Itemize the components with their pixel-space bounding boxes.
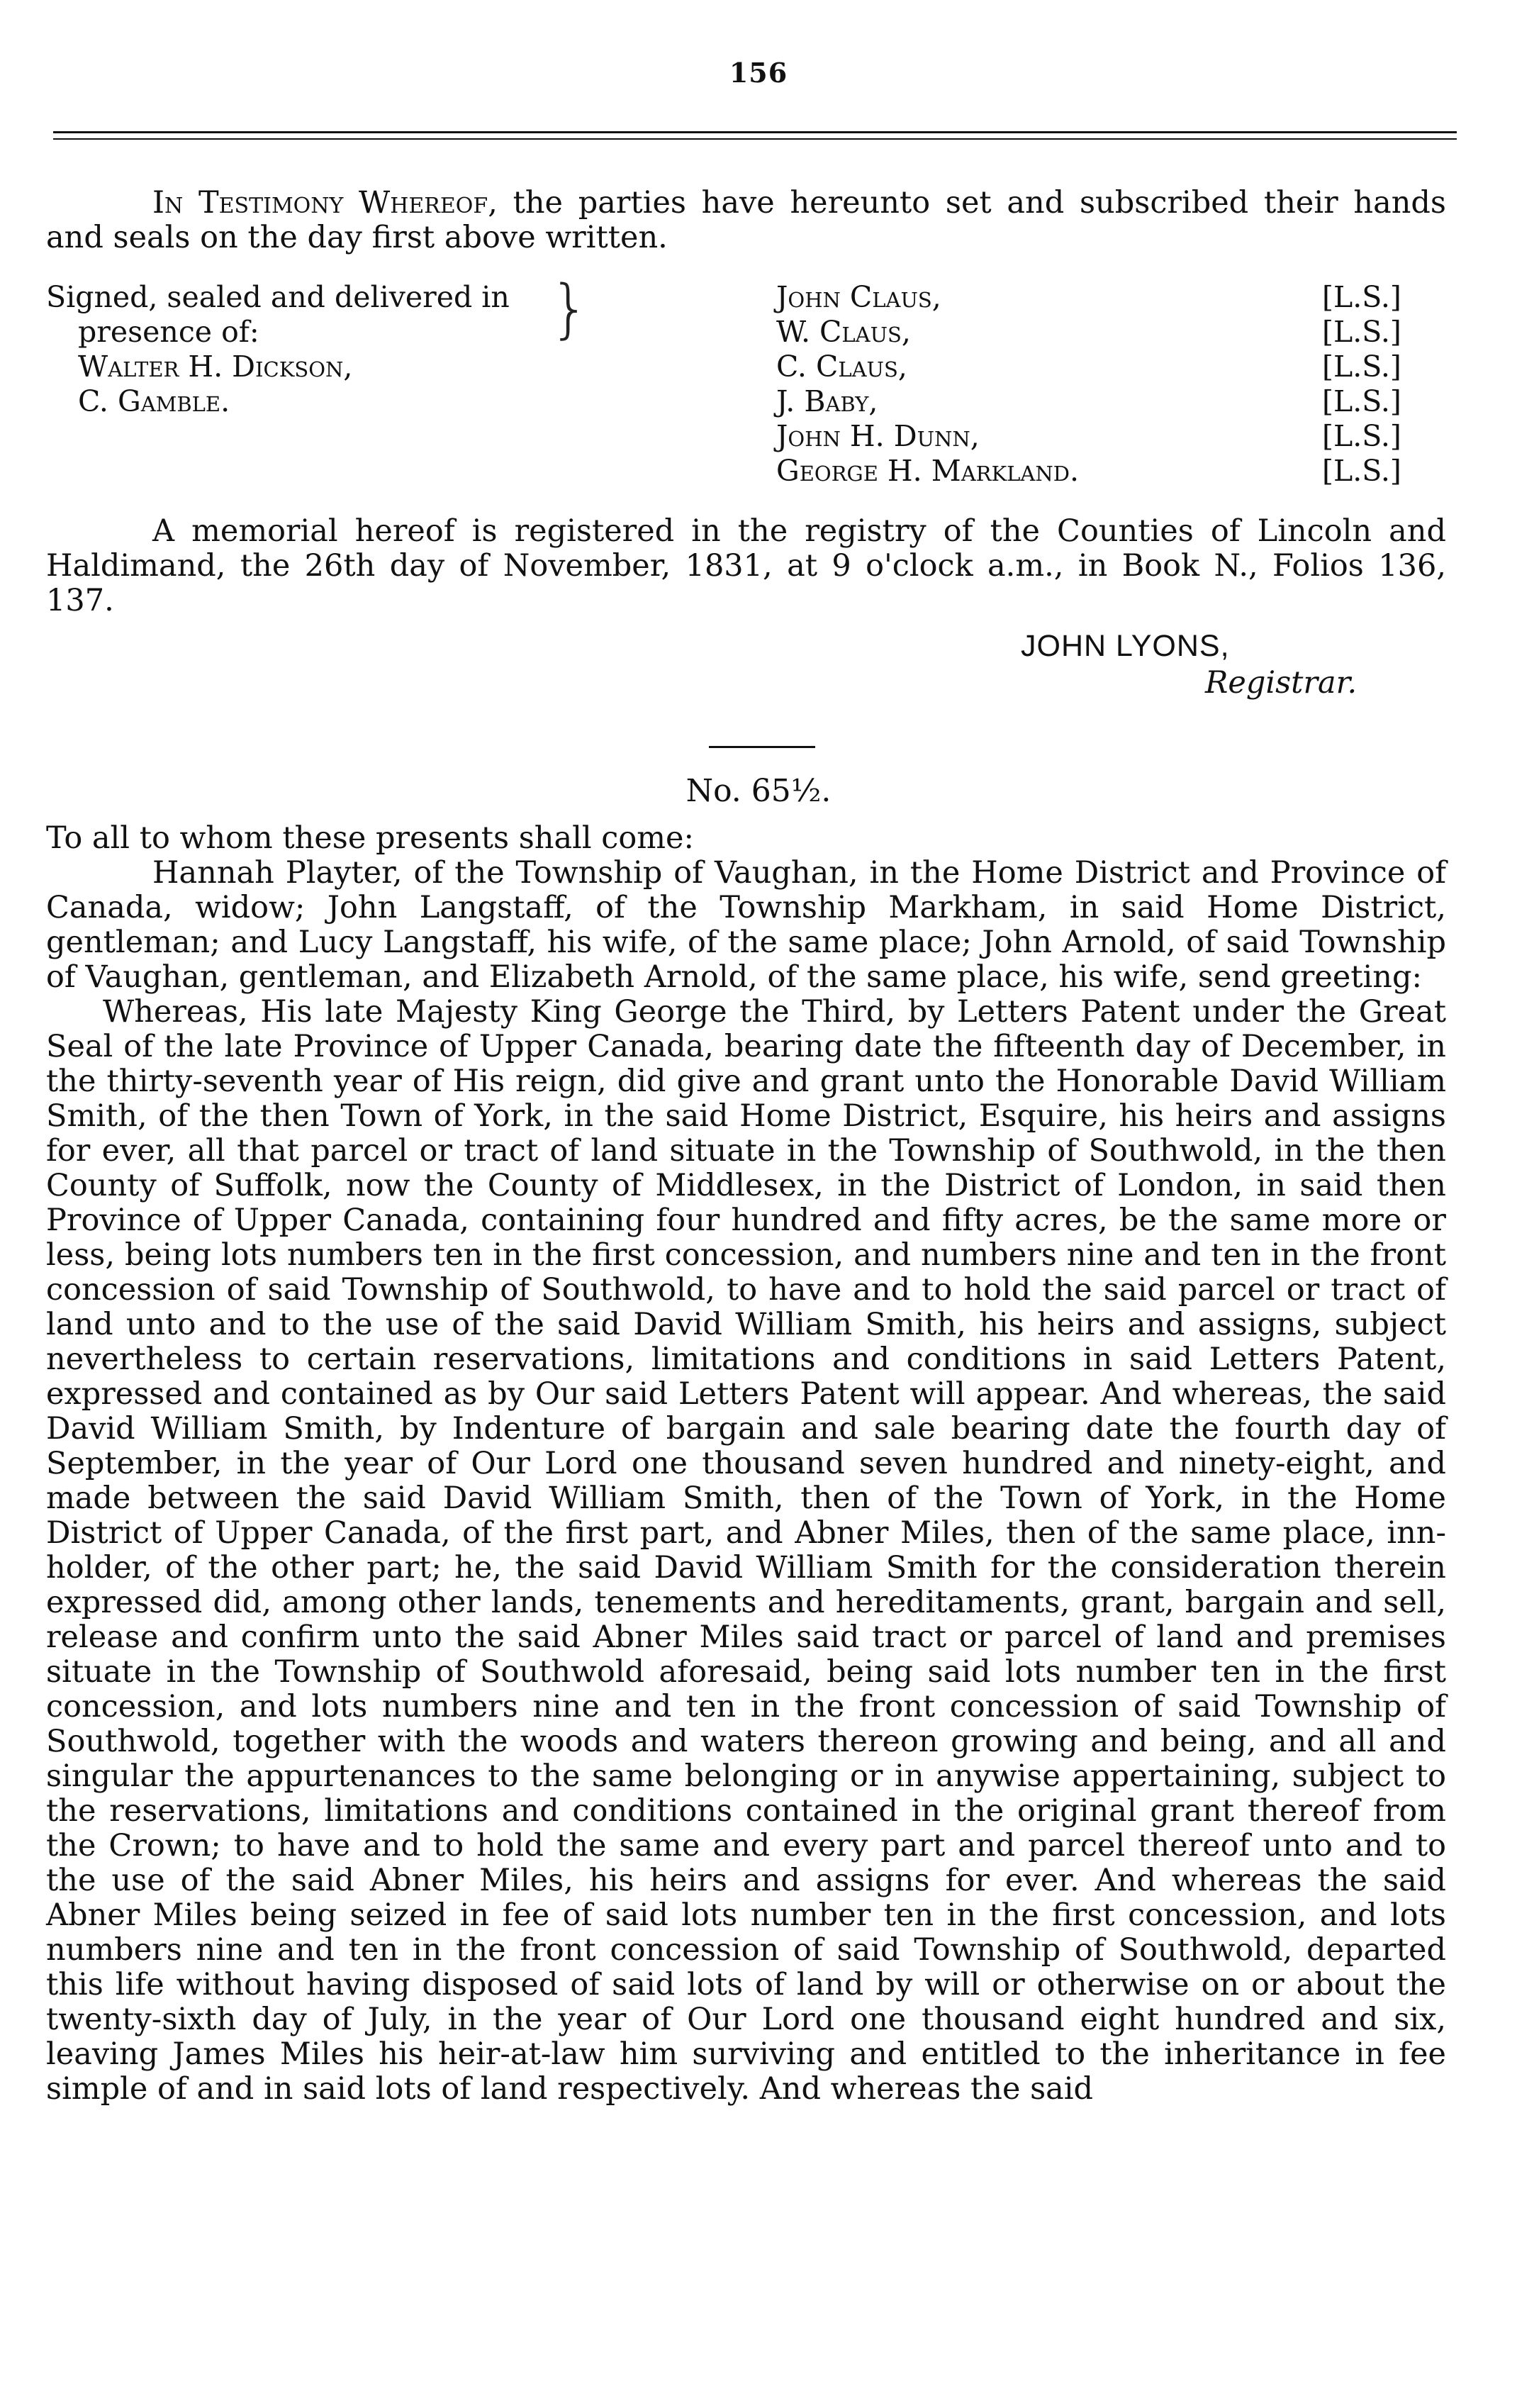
signer-name: W. Claus, [776,315,911,349]
signer-name: George H. Markland. [776,454,1080,488]
seal-mark: [L.S.] [1322,384,1401,418]
witness-heading-line-2: presence of: [78,315,259,349]
witness-column [46,280,510,419]
registrar-title: Registrar. [1205,665,1358,701]
header-double-rule [53,131,1457,140]
registrar-block [1021,628,1357,701]
memorial-paragraph [46,514,1446,618]
testimony-clause [46,186,1446,255]
testimony-rest: , the parties have hereunto set and subscribed their hands and seals on the day first above written. [46,185,1446,255]
seal-mark: [L.S.] [1322,454,1401,488]
signature-block [46,272,1457,493]
seal-mark: [L.S.] [1322,419,1401,453]
witness-name: C. Gamble. [78,384,230,418]
signer-name: C. Claus, [776,350,907,384]
deed-body [46,821,1446,2107]
signer-name: J. Baby, [776,384,878,418]
signer-column [776,280,1079,489]
signer-name: John Claus, [776,280,941,314]
witness-brace: } [549,272,590,346]
section-divider [709,746,815,748]
memorial-text: A memorial hereof is registered in the registry of the Counties of Lincoln and Haldimand, the 26th day of November, 1831, at 9 o'clock a.m., in Book N., Folios 136, 137. [46,513,1446,618]
whereas-paragraph: Whereas, His late Majesty King George the Third, by Letters Patent under the Great Seal of the late Province of Upper Canada, bearing date the fifteenth day of December, in the thirty-seventh year of His reign, did give and grant unto the Honorable David William Smith, of the then Town of York, in the said Home District, Esquire, his heirs and assigns for ever, all that parcel or tract of land situate in the Township of Southwold, in the then County of Suffolk, now the County of Middlesex, in the District of London, in said then Province of Upper Canada, containing four hundred and fifty acres, be the same more or less, being lots numbers ten in the first concession, and numbers nine and ten in the front concession of said Township of Southwold, to have and to hold the said parcel or tract of land unto and to the use of the said David William Smith, his heirs and assigns, subject nevertheless to certain reservations, limitations and conditions in said Letters Patent, expressed and contained as by Our said Letters Patent will appear. And whereas, the said David William Smith, by Indenture of bargain and sale bearing date the fourth day of September, in the year of Our Lord one thousand seven hundred and ninety-eight, and made between the said David William Smith, then of the Town of York, in the Home District of Upper Canada, of the first part, and Abner Miles, then of the same place, inn-holder, of the other part; he, the said David William Smith for the consideration therein expressed did, among other lands, tenements and hereditaments, grant, bargain and sell, release and confirm unto the said Abner Miles said tract or parcel of land and premises situate in the Township of Southwold aforesaid, being said lots number ten in the first concession, and lots numbers nine and ten in the front concession of said Township of Southwold, together with the woods and waters thereon growing and being, and all and singular the appurtenances to the same belonging or in anywise appertaining, subject to the reservations, limitations and conditions contained in the original grant thereof from the Crown; to have and to hold the same and every part and parcel thereof unto and to the use of the said Abner Miles, his heirs and assigns for ever. And whereas the said Abner Miles being seized in fee of said lots number ten in the first concession, and lots numbers nine and ten in the front concession of said Township of Southwold, departed this life without having disposed of said lots of land by will or otherwise on or about the twenty-sixth day of July, in the year of Our Lord one thousand eight hundred and six, leaving James Miles his heir-at-law him surviving and entitled to the inheritance in fee simple of and in said lots of land respectively. And whereas the said [46,994,1446,2107]
page-number: 156 [729,57,788,89]
seal-mark: [L.S.] [1322,315,1401,349]
registrar-name: JOHN LYONS, [1021,629,1230,663]
seal-mark: [L.S.] [1322,350,1401,384]
witness-name: Walter H. Dickson, [78,350,353,384]
testimony-lead: In Testimony Whereof [152,185,488,221]
salutation: To all to whom these presents shall come: [46,820,694,856]
witness-heading-line-1: Signed, sealed and delivered in [46,280,510,314]
signer-name: John H. Dunn, [776,419,980,453]
seal-column [1322,280,1401,489]
document-number: No. 65½. [685,773,832,809]
seal-mark: [L.S.] [1322,280,1401,314]
parties-paragraph: Hannah Playter, of the Township of Vaughan, in the Home District and Province of Canada, widow; John Langstaff, of the Township Markham, in said Home District, gentleman; and Lucy Langstaff, his wife, of the same place; John Arnold, of said Township of Vaughan, gentleman, and Elizabeth Arnold, of the same place, his wife, send greeting: [46,855,1446,995]
